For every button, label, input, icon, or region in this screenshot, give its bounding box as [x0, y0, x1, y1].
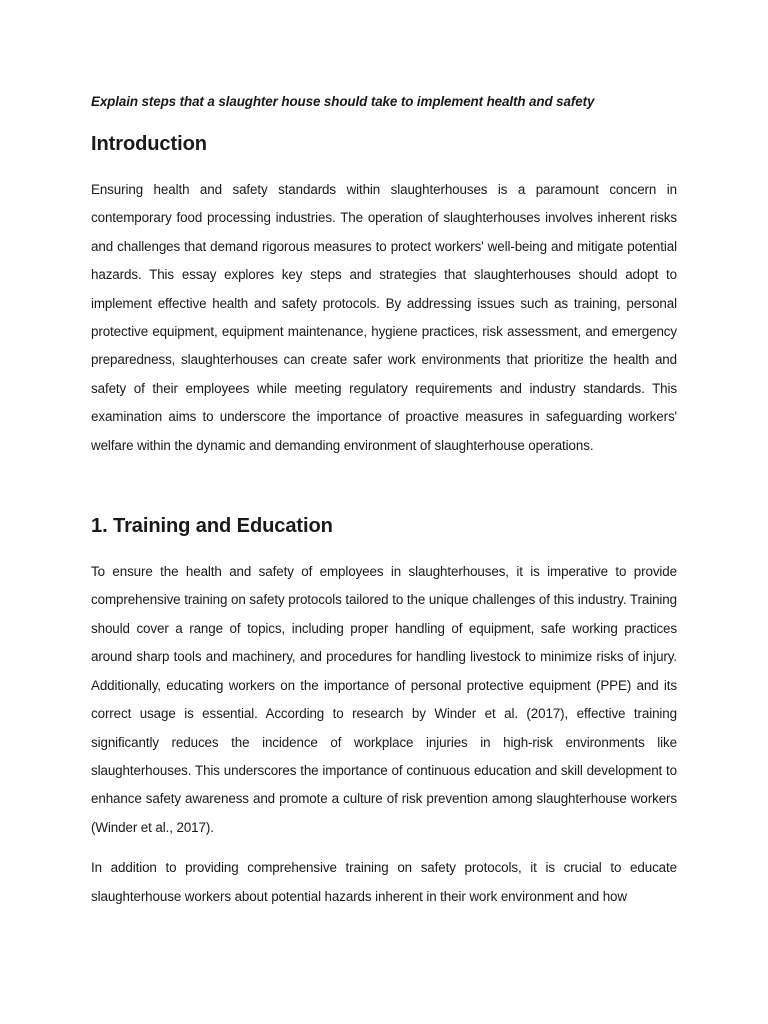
document-body: [91, 92, 677, 911]
paragraph-introduction: Ensuring health and safety standards within slaughterhouses is a paramount concern in contemporary food processing industries. The operation of slaughterhouses involves inherent risks and challenges that demand rigorous measures to protect workers' well-being and mitigate potential hazards. This essay explores key steps and strategies that slaughterhouses should adopt to implement effective health and safety protocols. By addressing issues such as training, personal protective equipment, equipment maintenance, hygiene practices, risk assessment, and emergency preparedness, slaughterhouses can create safer work environments that prioritize the health and safety of their employees while meeting regulatory requirements and industry standards. This examination aims to underscore the importance of proactive measures in safeguarding workers' welfare within the dynamic and demanding environment of slaughterhouse operations.: [91, 182, 677, 453]
section-heading-training: 1. Training and Education: [91, 515, 333, 538]
paragraph-training-2: In addition to providing comprehensive training on safety protocols, it is crucial to educate slaughterhouse workers about potential hazards inherent in their work environment and how: [91, 860, 677, 904]
document-title: Explain steps that a slaughter house should take to implement health and safety: [91, 94, 595, 109]
section-heading-introduction: Introduction: [91, 133, 207, 155]
paragraph-training-1: To ensure the health and safety of employees in slaughterhouses, it is imperative to provide comprehensive training on safety protocols tailored to the unique challenges of this industry. Training should cover a range of topics, including proper handling of equipment, safe working practices around sharp tools and machinery, and procedures for handling livestock to minimize risks of injury. Additionally, educating workers on the importance of personal protective equipment (PPE) and its correct usage is essential. According to research by Winder et al. (2017), effective training significantly reduces the incidence of workplace injuries in high-risk environments like slaughterhouses. This underscores the importance of continuous education and skill development to enhance safety awareness and promote a culture of risk prevention among slaughterhouse workers (Winder et al., 2017).: [91, 564, 677, 835]
